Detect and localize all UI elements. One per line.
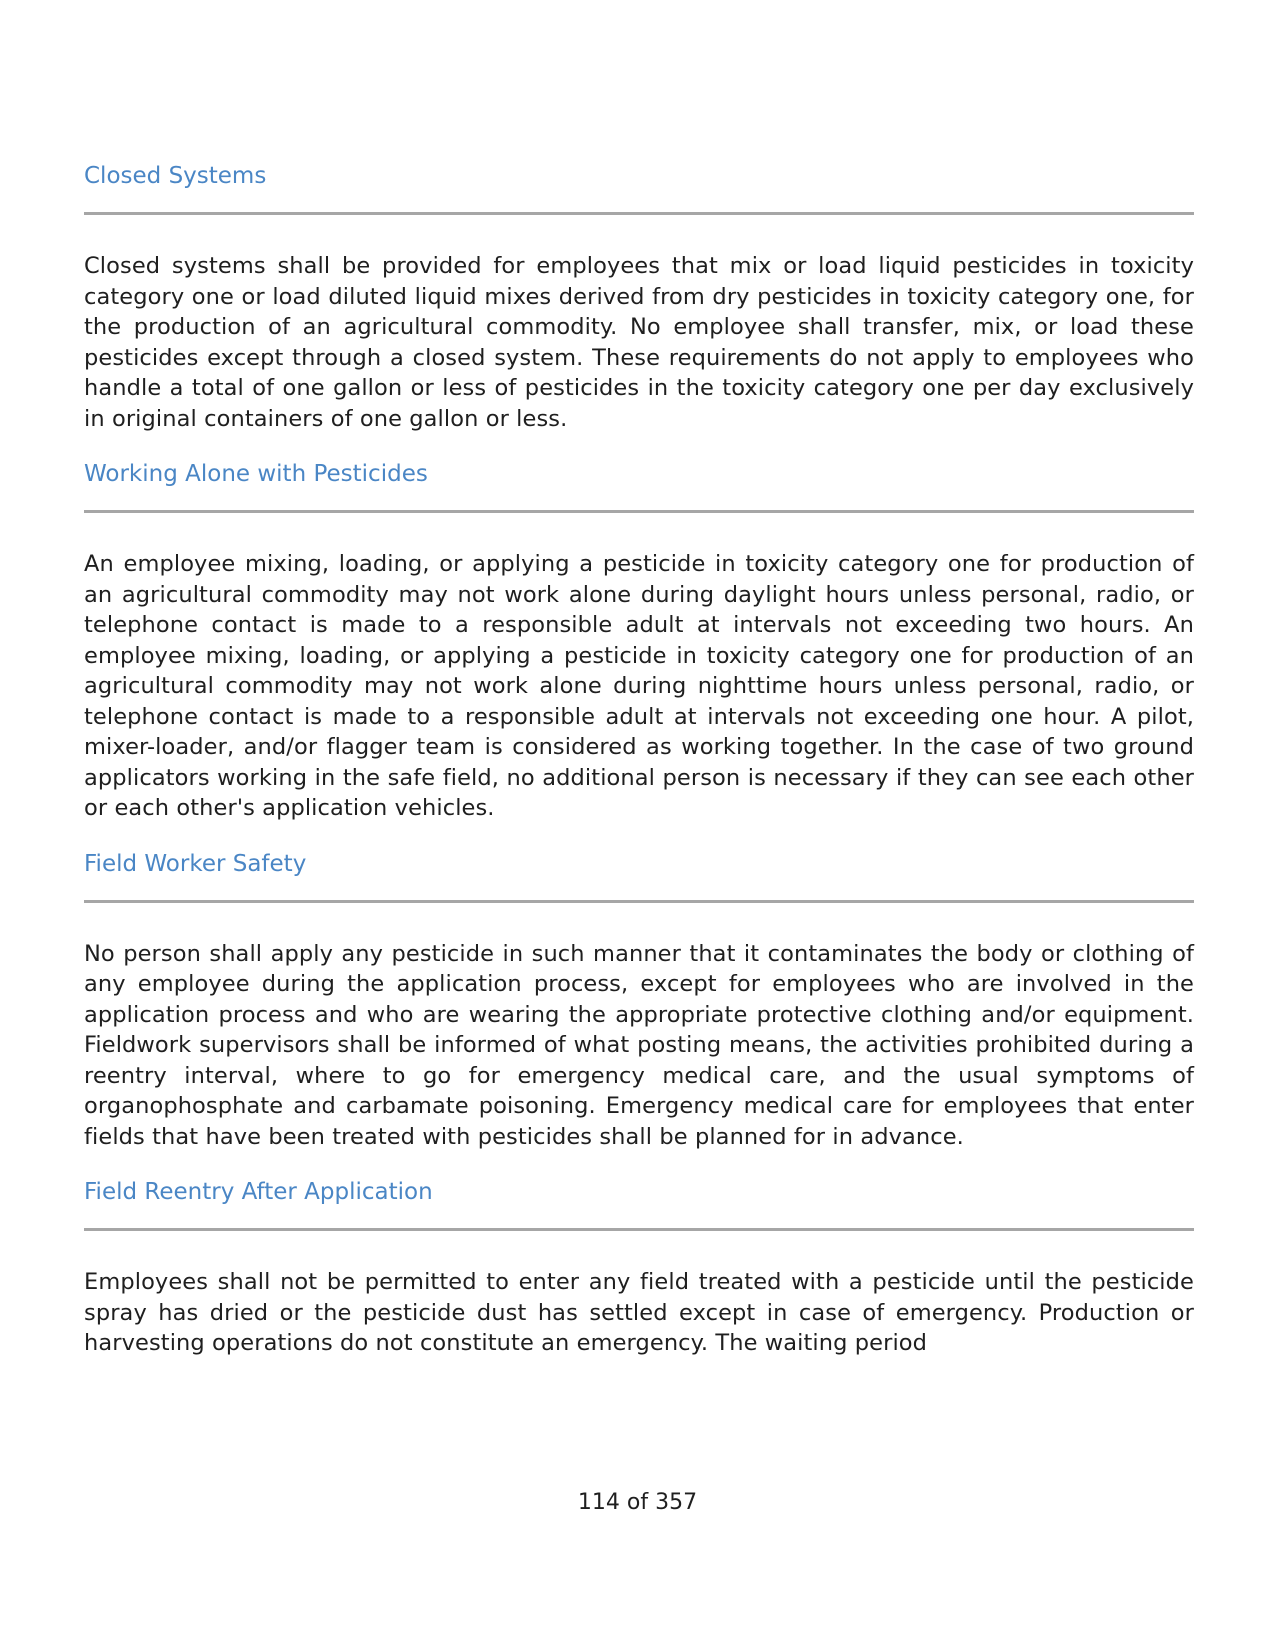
section-divider bbox=[84, 510, 1194, 513]
section-field-reentry bbox=[84, 1176, 1194, 1359]
section-body: Closed systems shall be provided for employees that mix or load liquid pesticides in toxicity category one or load diluted liquid mixes derived from dry pesticides in toxicity category one, for the production of an agricultural commodity. No employee shall transfer, mix, or load these pesticides except through a closed system. These requirements do not apply to employees who handle a total of one gallon or less of pesticides in the toxicity category one per day exclusively in original containers of one gallon or less. bbox=[84, 253, 1194, 432]
page-number: 114 of 357 bbox=[577, 1490, 698, 1515]
section-heading: Working Alone with Pesticides bbox=[84, 461, 428, 487]
section-field-worker-safety bbox=[84, 848, 1194, 1153]
document-page bbox=[84, 160, 1194, 1383]
section-body: No person shall apply any pesticide in such manner that it contaminates the body or clothing of any employee during the application process, except for employees who are involved in the application process and who are wearing the appropriate protective clothing and/or equipment. Fieldwork supervisors shall be informed of what posting means, the activities prohibited during a reentry interval, where to go for emergency medical care, and the usual symptoms of organophosphate and carbamate poisoning. Emergency medical care for employees that enter fields that have been treated with pesticides shall be planned for in advance. bbox=[84, 940, 1194, 1150]
section-divider bbox=[84, 900, 1194, 903]
section-working-alone bbox=[84, 458, 1194, 824]
section-body: Employees shall not be permitted to enter any field treated with a pesticide until the pesticide spray has dried or the pesticide dust has settled except in case of emergency. Production or harvesting operations do not constitute an emergency. The waiting period bbox=[84, 1269, 1194, 1356]
section-divider bbox=[84, 212, 1194, 215]
section-heading: Field Worker Safety bbox=[84, 850, 307, 877]
section-heading: Field Reentry After Application bbox=[84, 1179, 433, 1205]
section-heading: Closed Systems bbox=[84, 163, 267, 189]
section-body: An employee mixing, loading, or applying a pesticide in toxicity category one for production of an agricultural commodity may not work alone during daylight hours unless personal, radio, or telephone contact is made to a responsible adult at intervals not exceeding two hours. An employee mixing, loading, or applying a pesticide in toxicity category one for production of an agricultural commodity may not work alone during nighttime hours unless personal, radio, or telephone contact is made to a responsible adult at intervals not exceeding one hour. A pilot, mixer-loader, and/or flagger team is considered as working together. In the case of two ground applicators working in the safe field, no additional person is necessary if they can see each other or each other's application vehicles. bbox=[84, 551, 1194, 821]
section-closed-systems bbox=[84, 160, 1194, 434]
section-divider bbox=[84, 1228, 1194, 1231]
